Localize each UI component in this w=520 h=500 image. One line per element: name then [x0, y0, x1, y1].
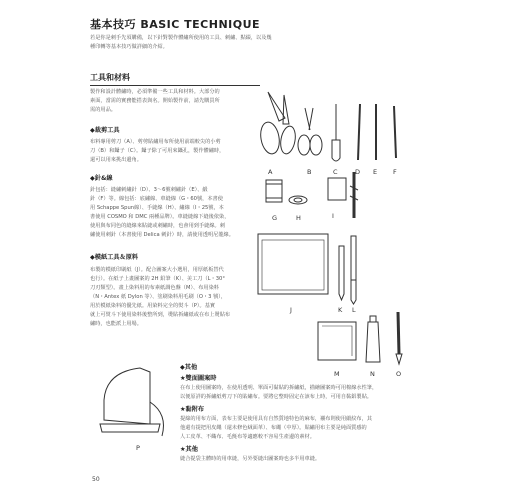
thread-spool-icon	[266, 180, 282, 202]
fabric-scissors-icon	[258, 92, 297, 155]
text-line: 就上可熨斗下使用染料後整所到，燙貼拆繡紙或在布上燙貼布	[90, 312, 231, 318]
text-line: 也行）。在紙子上畫圖案的 2H 鉛筆（K）、美工刀（L・30°	[90, 276, 225, 282]
label-l: L	[352, 306, 356, 314]
palette-icon	[318, 322, 356, 360]
label-o: O	[396, 370, 402, 378]
label-p: P	[136, 444, 140, 452]
needles-icon	[358, 104, 396, 160]
text-line: 布製的模紙印刷紙（J）。配合圖案大小選用，用厚紙板替代	[90, 267, 224, 273]
cutting-text	[90, 138, 262, 165]
text-line: 針（F）等。線包括：底繡線、車縫線（G・60號，本書使	[90, 196, 223, 202]
cutting-heading: ◆裁剪工具	[90, 127, 120, 134]
text-line: 縫合提袋主體時的用車縫，另外要縫出圖案時也多半用車縫。	[180, 456, 321, 462]
page-number: 50	[92, 476, 100, 483]
others-heading: ◆其他	[180, 364, 198, 371]
label-a: A	[268, 168, 273, 176]
text-line: 繡使用刺針（本書使用 Delica 刺針）時，請使用透明尼龍線。	[90, 232, 234, 238]
others-item-text	[180, 415, 450, 442]
page-title: 基本技巧 BASIC TECHNIQUE	[90, 18, 261, 31]
brush-icon	[396, 312, 402, 364]
intro-line: 製作和設計體繡時，必須準備一些工具和材料。大部分的	[90, 89, 220, 95]
awl-icon	[332, 104, 340, 161]
text-line: 布料專用剪刀（A）、剪剪貼繡用布所使用前端較尖的小剪	[90, 139, 221, 145]
others-item-heading: ★雙面圖案時	[180, 375, 217, 382]
intro-line: 種印轉等基本技巧做詳細的介紹。	[90, 44, 168, 50]
text-line: 他還有提把用皮繩（還未修色絨面革）、布繩（中厚）。貼繡用布主要是純面質感的	[180, 425, 367, 431]
others-item-text	[180, 384, 450, 402]
label-c: C	[333, 168, 338, 176]
text-line: （N・Antex 紙 Dylon 等）、塗刷染料用毛刷（O・3 號），	[90, 294, 227, 300]
label-f: F	[393, 168, 397, 176]
label-h: H	[296, 214, 301, 222]
pencil-icon	[339, 246, 344, 300]
intro-line: 若是你是刺手先須購備，以下針對製作體繡所使用的工具、刺繡、點綴，以及幾	[90, 35, 272, 41]
others-item-heading: ★黏附布	[180, 406, 205, 413]
text-line: 使用與布同色的縫線來貼縫或刺繡時，也會用到手縫線。刺	[90, 223, 225, 229]
hand-thread-icon	[289, 196, 307, 204]
label-d: D	[355, 168, 361, 176]
intro-line: 需的用品。	[90, 107, 116, 113]
label-g: G	[272, 214, 278, 222]
iron-icon	[100, 368, 164, 436]
marking-heading: ◆模紙工具＆原料	[90, 254, 139, 261]
text-line: 提綠的用布方面，表布主要是使用具有自然質地特色的麻布，襯布則使用緞紋布，其	[180, 416, 372, 422]
small-scissors-icon	[298, 108, 322, 155]
needles-text	[90, 186, 262, 240]
label-n: N	[370, 370, 375, 378]
label-j: J	[290, 306, 292, 314]
text-line: 用 Schappe Spun線）、手縫線（H）、繡線（I・25號，本	[90, 205, 224, 211]
text-line: 還可以用來挑出邊角。	[90, 157, 142, 163]
craft-knife-icon	[351, 236, 356, 304]
text-line: 刀刃類型）。畫上染料用的布素紙調色盤（M）、布用染料	[90, 285, 219, 291]
text-line: 繡時，也能派上用場。	[90, 321, 142, 327]
text-line: 刀（B）和鑷子（C）。鑷子除了可用來鑷孔，製作體繡時，	[90, 148, 225, 154]
text-line: 針包括：縫繡刺繡針（D）、3～6號刺繡針（E）、緞	[90, 187, 208, 193]
others-item-heading: ★其他	[180, 446, 198, 453]
tools-section-title: 工具和材料	[90, 72, 260, 86]
label-b: B	[307, 168, 312, 176]
label-k: K	[338, 306, 343, 314]
paint-tube-icon	[366, 316, 380, 362]
text-line: 書使用 COSMO 和 DMC 兩種品牌）。車縫縫線下縫後依染，	[90, 214, 230, 220]
text-line: 人工皮革、不織布、毛氈布等適應較不容易生產邊的素材。	[180, 434, 315, 440]
template-paper-icon	[258, 234, 328, 294]
others-section	[180, 360, 450, 466]
text-line: 以便原詳的拆繡紙剪刀下的貼繡布。要將它整時固定在該布上時，可用自黏鋁製貼。	[180, 394, 372, 400]
text-line: 在布上使用圖案時，在使用透明、單面可黏貼的拆繡紙，描繪圖案時可用棉線水性筆，	[180, 385, 378, 391]
label-i: I	[332, 212, 334, 220]
tools-section-intro	[90, 88, 260, 115]
marking-text	[90, 266, 262, 329]
intro-line: 素面，當需的實務能搭表與名。開始製作前，請先購買所	[90, 98, 220, 104]
intro-text	[90, 34, 330, 52]
label-m: M	[334, 370, 340, 378]
text-line: 用於模紙染料的優先紙。用染料完全的熨斗（P）。基實	[90, 303, 216, 309]
others-item-text	[180, 455, 450, 464]
label-e: E	[373, 168, 378, 176]
needles-heading: ◆針&線	[90, 175, 113, 182]
